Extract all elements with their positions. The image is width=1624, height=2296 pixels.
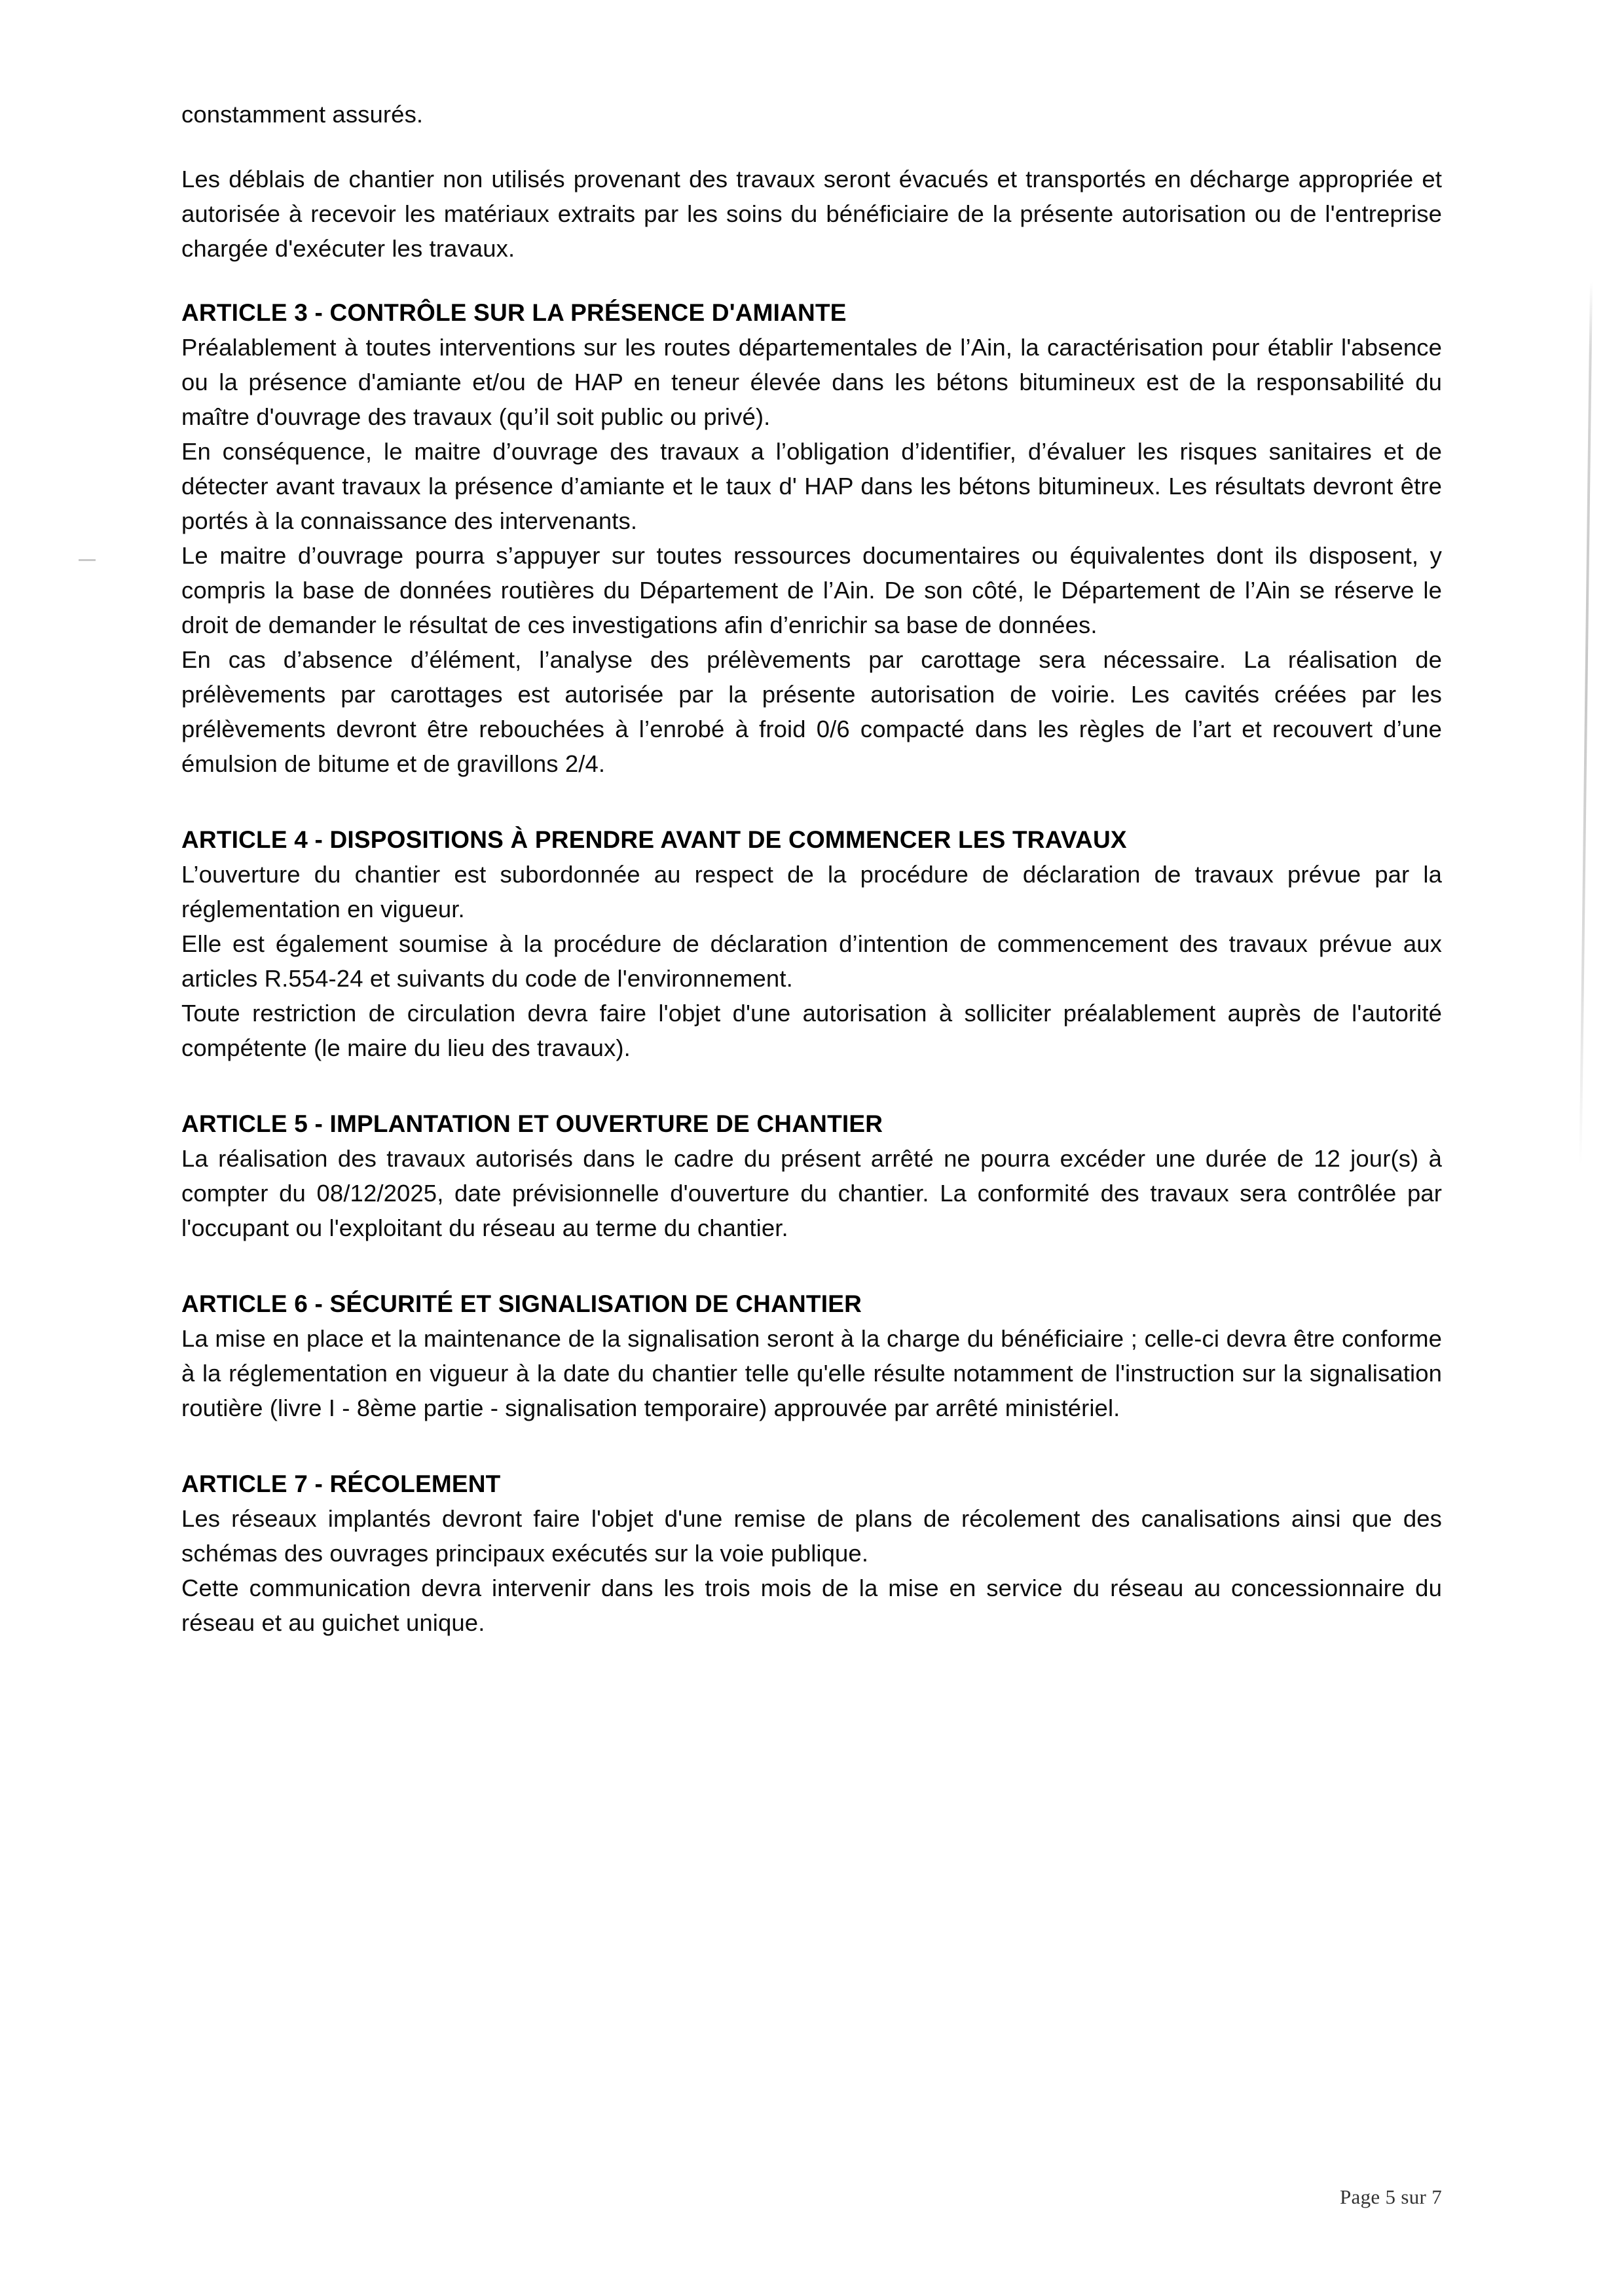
article-7-paragraph-2: Cette communication devra intervenir dans les trois mois de la mise en service du réseau au concessionnaire du réseau et au guichet unique. xyxy=(181,1575,1442,1636)
article-7-heading: ARTICLE 7 - RÉCOLEMENT xyxy=(181,1470,501,1497)
article-3-paragraph-4: En cas d’absence d’élément, l’analyse des prélèvements par carottage sera nécessaire. La réalisation de prélèvements par carottages est autorisée par la présente autorisation de voirie. Les cavités créées par les prélèvements devront être rebouchées à l’enrobé à froid 0/6 compacté dans les règles de l’art et recouvert d’une émulsion de bitume et de gravillons 2/4. xyxy=(181,646,1442,777)
intro-paragraph: Les déblais de chantier non utilisés provenant des travaux seront évacués et transportés en décharge appropriée et autorisée à recevoir les matériaux extraits par les soins du bénéficiaire de la présente autorisation ou de l'entreprise chargée d'exécuter les travaux. xyxy=(181,166,1442,262)
article-6-heading: ARTICLE 6 - SÉCURITÉ ET SIGNALISATION DE CHANTIER xyxy=(181,1290,862,1317)
article-5-heading: ARTICLE 5 - IMPLANTATION ET OUVERTURE DE CHANTIER xyxy=(181,1110,883,1137)
page-footer: Page 5 sur 7 xyxy=(1340,2185,1442,2208)
article-4-paragraph-3: Toute restriction de circulation devra faire l'objet d'une autorisation à solliciter préalablement auprès de l'autorité compétente (le maire du lieu des travaux). xyxy=(181,1000,1442,1061)
article-7-paragraph-1: Les réseaux implantés devront faire l'objet d'une remise de plans de récolement des canalisations ainsi que des schémas des ouvrages principaux exécutés sur la voie publique. xyxy=(181,1505,1442,1567)
page-content xyxy=(181,0,1442,1640)
continuation-line: constamment assurés. xyxy=(181,101,424,128)
article-4-paragraph-1: L’ouverture du chantier est subordonnée au respect de la procédure de déclaration de travaux prévue par la réglementation en vigueur. xyxy=(181,861,1442,922)
article-6-paragraph-1: La mise en place et la maintenance de la signalisation seront à la charge du bénéficiaire ; celle-ci devra être conforme à la réglementation en vigueur à la date du chantier telle qu'elle résulte notamment de l'instruction sur la signalisation routière (livre I - 8ème partie - signalisation temporaire) approuvée par arrêté ministériel. xyxy=(181,1325,1442,1421)
scan-artifact-streak xyxy=(1579,282,1593,1165)
article-4-paragraph-2: Elle est également soumise à la procédure de déclaration d’intention de commencement des travaux prévue aux articles R.554-24 et suivants du code de l'environnement. xyxy=(181,930,1442,992)
article-3-paragraph-1: Préalablement à toutes interventions sur les routes départementales de l’Ain, la caractérisation pour établir l'absence ou la présence d'amiante et/ou de HAP en teneur élevée dans les bétons bitumineux est de la responsabilité du maître d'ouvrage des travaux (qu’il soit public ou privé). xyxy=(181,334,1442,430)
scan-artifact-dash xyxy=(79,559,96,561)
article-3-paragraph-2: En conséquence, le maitre d’ouvrage des travaux a l’obligation d’identifier, d’évaluer les risques sanitaires et de détecter avant travaux la présence d’amiante et le taux d' HAP dans les bétons bitumineux. Les résultats devront être portés à la connaissance des intervenants. xyxy=(181,438,1442,534)
article-5-paragraph-1: La réalisation des travaux autorisés dans le cadre du présent arrêté ne pourra excéder une durée de 12 jour(s) à compter du 08/12/2025, date prévisionnelle d'ouverture du chantier. La conformité des travaux sera contrôlée par l'occupant ou l'exploitant du réseau au terme du chantier. xyxy=(181,1145,1442,1241)
article-3-paragraph-3: Le maitre d’ouvrage pourra s’appuyer sur toutes ressources documentaires ou équivalentes dont ils disposent, y compris la base de données routières du Département de l’Ain. De son côté, le Département de l’Ain se réserve le droit de demander le résultat de ces investigations afin d’enrichir sa base de données. xyxy=(181,542,1442,638)
article-3-heading: ARTICLE 3 - CONTRÔLE SUR LA PRÉSENCE D'AMIANTE xyxy=(181,299,847,326)
article-4-heading: ARTICLE 4 - DISPOSITIONS À PRENDRE AVANT DE COMMENCER LES TRAVAUX xyxy=(181,826,1127,853)
